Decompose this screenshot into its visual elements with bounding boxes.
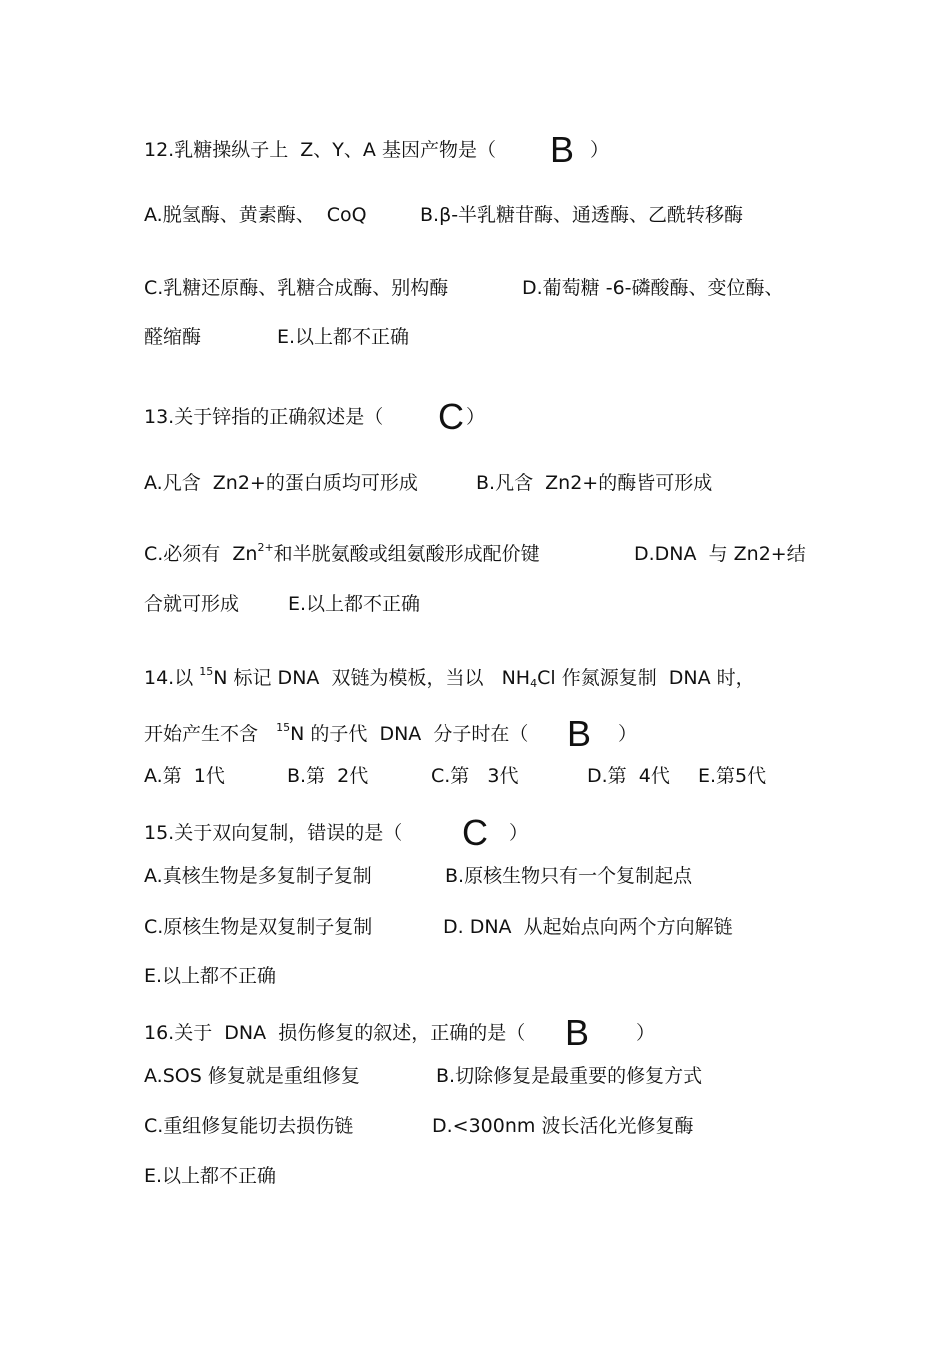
- q16-answer: B: [565, 1012, 590, 1053]
- q12-option-e: E.以上都不正确: [277, 326, 410, 348]
- q13-option-d: D.DNA 与 Zn2+结: [634, 543, 806, 565]
- q15-answer: C: [462, 812, 488, 853]
- q12-option-a: A.脱氢酶、黄素酶、 CoQ: [144, 204, 367, 226]
- q14-option-e: E.第5代: [698, 765, 767, 787]
- q13-option-c-superscript: 2+: [257, 541, 274, 554]
- q14-option-c: C.第 3代: [431, 765, 519, 787]
- q12-stem: 12.乳糖操纵子上 Z、Y、A 基因产物是（: [144, 139, 496, 161]
- q13-option-e: E.以上都不正确: [288, 593, 421, 615]
- q15-option-a: A.真核生物是多复制子复制: [144, 865, 372, 887]
- q12-option-c: C.乳糖还原酶、乳糖合成酶、别构酶: [144, 277, 449, 299]
- q16-stem: 16.关于 DNA 损伤修复的叙述，正确的是（: [144, 1022, 526, 1044]
- q12-stem-close: ）: [590, 139, 610, 161]
- q12-option-d: D.葡萄糖 -6-磷酸酶、变位酶、: [522, 277, 784, 299]
- q15-option-b: B.原核生物只有一个复制起点: [445, 865, 693, 887]
- q14-answer: B: [567, 713, 592, 754]
- q13-option-b: B.凡含 Zn2+的酶皆可形成: [476, 472, 713, 494]
- q15-option-e: E.以上都不正确: [144, 965, 277, 987]
- q16-option-b: B.切除修复是最重要的修复方式: [436, 1065, 703, 1087]
- q14-option-a: A.第 1代: [144, 765, 225, 787]
- q15-stem: 15.关于双向复制，错误的是（: [144, 822, 403, 844]
- q13-stem-close: ）: [466, 406, 486, 428]
- q13-option-d-cont: 合就可形成: [144, 593, 240, 615]
- q16-option-a: A.SOS 修复就是重组修复: [144, 1065, 360, 1087]
- q16-stem-close: ）: [636, 1022, 656, 1044]
- q13-stem: 13.关于锌指的正确叙述是（: [144, 406, 384, 428]
- q14-stem-line2: 开始产生不含 $^{15}$N 的子代 DNA 分子时在（: [144, 721, 529, 745]
- q13-answer: C: [438, 396, 464, 437]
- q16-option-c: C.重组修复能切去损伤链: [144, 1115, 354, 1137]
- q16-option-e: E.以上都不正确: [144, 1165, 277, 1187]
- q14-option-d: D.第 4代: [587, 765, 670, 787]
- q13-option-c: C.必须有 $Zn^{2+}$和半胱氨酸或组氨酸形成配价键: [144, 541, 540, 565]
- q14-isotope-superscript-2: 15: [276, 721, 291, 734]
- q12-option-d-cont: 醛缩酶: [144, 326, 202, 348]
- q15-option-c: C.原核生物是双复制子复制: [144, 916, 373, 938]
- q15-stem-close: ）: [509, 822, 529, 844]
- q12-answer: B: [550, 129, 575, 170]
- q14-subscript: 4: [530, 677, 538, 690]
- q12-option-b: B.β-半乳糖苷酶、通透酶、乙酰转移酶: [420, 204, 744, 226]
- q14-stem-close: ）: [618, 723, 638, 745]
- q14-isotope-superscript: 15: [199, 665, 214, 678]
- q16-option-d: D.<300nm 波长活化光修复酶: [432, 1115, 694, 1137]
- q14-option-b: B.第 2代: [287, 765, 369, 787]
- q13-option-a: A.凡含 Zn2+的蛋白质均可形成: [144, 472, 418, 494]
- q14-stem-line1: 14.以 $^{15}$N 标记 DNA 双链为模板，当以 $NH_4Cl$ 作氮源复制 DNA 时，: [144, 665, 755, 690]
- q15-option-d: D. DNA 从起始点向两个方向解链: [443, 916, 733, 938]
